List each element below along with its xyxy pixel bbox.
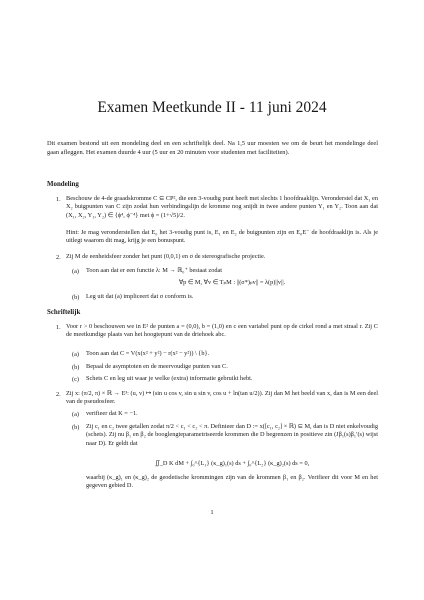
written-q1c-text: Schets C en leg uit waar je welke (extra) informatie gebruikt hebt. bbox=[86, 375, 253, 382]
oral-q2a-label: (a) bbox=[72, 268, 79, 275]
written-q1-number: 1. bbox=[56, 324, 61, 331]
oral-q1-number: 1. bbox=[56, 196, 61, 203]
written-q1c-label: (c) bbox=[72, 376, 79, 383]
written-q2a-text: verifieer dat K = −1. bbox=[86, 410, 138, 417]
written-q1b-text: Bepaal de asymptoten en de meervoudige punten van C. bbox=[86, 363, 228, 370]
written-q1a-label: (a) bbox=[72, 351, 79, 358]
oral-q2a-formula: ∀p ∈ M, ∀v ∈ TₚM : ||(σ*)ₚv|| = λ(p)||v||. bbox=[178, 279, 286, 286]
written-q1a-text: Toon aan dat C = V(x(x² + y²) − r(x² − y²)) \ {b}. bbox=[86, 350, 210, 357]
intro-paragraph: Dit examen bestond uit een mondeling deel en een schriftelijk deel. Na 1,5 uur moesten we om de beurt het mondelinge deel gaan afleggen. Het examen duurde 4 uur (5 uur en 20 minuten voor studenten met faciliteiten). bbox=[47, 140, 378, 156]
section-heading-oral: Mondeling bbox=[47, 181, 79, 188]
written-q2b-text: Zij c₁ en c₂ twee getallen zodat π/2 < c₁ < c₂ < π. Definieer dan D := x([c₁, c₂] × ℝ) ⊆ M, dan is D niet enkelvoudig (schets). Zij nu β₁ en β₂ de booglengteparametriseerde krommen die D begrenzen in positieve zin (Jβ₁(s)β₁′(s) wijst naar D). Er geldt dat bbox=[86, 423, 378, 447]
written-q1b-label: (b) bbox=[72, 364, 80, 371]
section-heading-written: Schriftelijk bbox=[47, 309, 81, 316]
oral-q1-text: Beschouw de 4-de graadskromme C ⊆ CP², die een 3-voudig punt heeft met slechts 1 hoofdraaklijn. Veronderstel dat X₁ en X₂ buigpunten van C zijn zodat hun verbindingslijn de kromme nog snijdt in twee andere punten Y₁ en Y₂. Toon aan dat (X₁, X₂, Y₁, Y₂) ∈ {ϕ⁴, ϕ⁻⁴} met ϕ = (1+√5)/2. bbox=[66, 195, 378, 219]
page-number: 1 bbox=[210, 509, 214, 516]
oral-q2b-label: (b) bbox=[72, 294, 80, 301]
page-title: Examen Meetkunde II - 11 juni 2024 bbox=[97, 99, 327, 116]
written-q2-number: 2. bbox=[56, 391, 61, 398]
oral-q1-hint: Hint: Je mag veronderstellen dat E₀ het 3-voudig punt is, E₁ en E₂ de buigpunten zijn en E₀E⁻ de hoofdraaklijn is. Als je uitlegt waarom dit mag, krijg je een bonuspunt. bbox=[66, 229, 378, 245]
written-q2b-label: (b) bbox=[72, 424, 80, 431]
oral-q2-number: 2. bbox=[56, 254, 61, 261]
oral-q2a-text: Toon aan dat er een functie λ: M → ℝ₀⁺ bestaat zodat bbox=[86, 267, 223, 274]
written-q1-text: Voor r > 0 beschouwen we in E² de punten a = (0,0), b = (1,0) en c een variabel punt op de cirkel rond a met straal r. Zij C de meetkundige plaats van het hoogtepunt van de driehoek abc. bbox=[66, 323, 378, 339]
oral-q2-text: Zij M de eenheidsfeer zonder het punt (0,0,1) en σ de stereografische projectie. bbox=[66, 253, 266, 260]
written-q2-text: Zij x: (π/2, π) × ℝ → E³: (u, v) ↦ (sin u cos v, sin u sin v, cos u + ln(tan u/2)). Zij dan M het beeld van x, dan is M een deel van de pseudosfeer. bbox=[66, 390, 378, 406]
written-q2b-after: waarbij (κ_g)₁ en (κ_g)₂ de geodetische krommingen zijn van de krommen β₁ en β₂. Verifieer dit voor M en het gegeven gebied D. bbox=[86, 474, 378, 490]
oral-q2b-text: Leg uit dat (a) impliceert dat σ conform is. bbox=[86, 293, 194, 300]
written-q2a-label: (a) bbox=[72, 411, 79, 418]
written-q2b-formula: ∬_D K dM + ∫₀^{L₁} (κ_g)₁(s) ds + ∫₀^{L₂} (κ_g)₂(s) ds = 0, bbox=[154, 460, 310, 467]
